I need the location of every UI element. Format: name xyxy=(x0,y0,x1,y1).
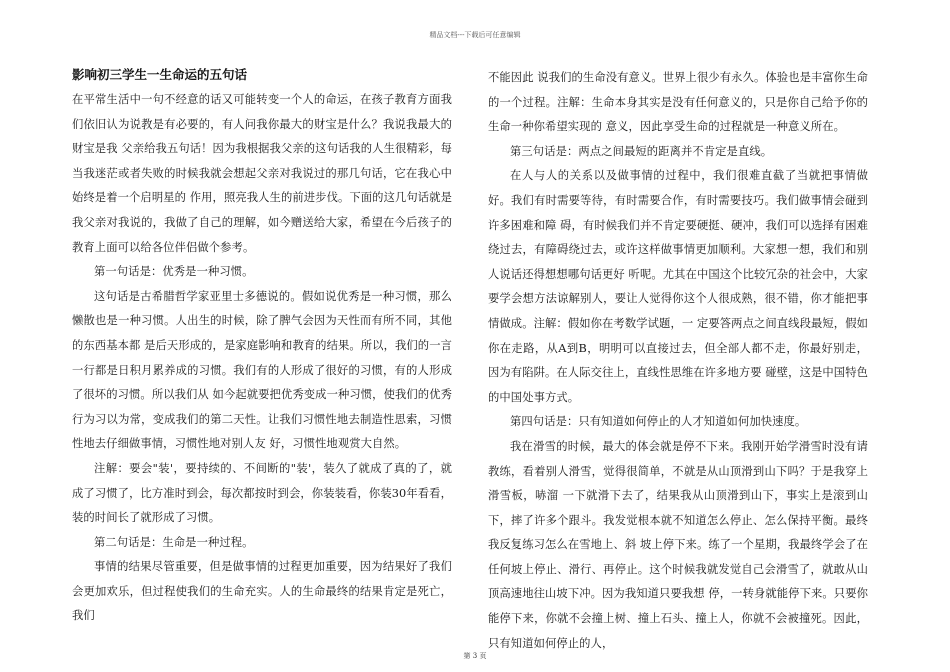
left-column xyxy=(72,66,452,629)
intro-paragraph: 在平常生活中一句不经意的话又可能转变一个人的命运，在孩子教育方面我们依旧认为说教是有必要的，有人问我你最大的财宝是什么？我说我最大的财宝是我 父亲给我五句话！因为我根据我父亲的这句话我的人生很精彩，每当我迷茫或者失败的时候我就会想起父亲对我说过的那几句话，它在我心中始终是着一个启明星的 作用，照亮我人生的前进步伐。下面的这几句话就是我父亲对我说的，我做了自己的理解，如今赠送给大家，希望在今后孩子的教育上面可以给各位伴侣做个参考。 xyxy=(72,93,452,254)
fourth-saying-paragraph: 我在滑雪的时候，最大的体会就是停不下来。我刚开始学滑雪时没有请教练，看着别人滑雪，觉得很简单，不就是从山顶滑到山下吗？于是我穿上滑雪板，哧溜 一下就滑下去了，结果我从山顶滑到山下，事实上是滚到山下，摔了许多个跟斗。我发觉根本就不知道怎么停止、怎么保持平衡。最终我反复练习怎么在雪地上、斜 坡上停下来。练了一个星期，我最终学会了在任何坡上停止、滑行、再停止。这个时候我就发觉自己会滑雪了，就敢从山顶高速地往山坡下冲。因为我知道只要我想 停，一转身就能停下来。只要你能停下来，你就不会撞上树、撞上石头、撞上人，你就不会被撞死。因此，只有知道如何停止的人， xyxy=(488,439,868,650)
second-saying-paragraph: 事情的结果尽管重要，但是做事情的过程更加重要，因为结果好了我们会更加欢乐，但过程使我们的生命充实。人的生命最终的结果肯定是死亡，我们 xyxy=(72,560,452,623)
third-saying-heading: 第三句话是：两点之间最短的距离并不肯定是直线。 xyxy=(510,144,773,158)
first-saying-note: 注解：要会"装'，要持续的、不间断的"装'，装久了就成了真的了，就成了习惯了，比方准时到会，每次都按时到会，你装装看，你装30年看看，装的时间长了就形成了习惯。 xyxy=(72,461,452,525)
page-number: 第 3 页 xyxy=(463,652,487,660)
third-saying-paragraph: 在人与人的关系以及做事情的过程中，我们很难直截了当就把事情做好。我们有时需要等待，有时需要合作，有时需要技巧。我们做事情会碰到许多困难和障 碍，有时候我们并不肯定要硬挺、硬冲，我们可以选择有困难绕过去，有障碍绕过去，或许这样做事情更加顺利。大家想一想，我们和别人说话还得想想哪句话更好 听呢。尤其在中国这个比较冗杂的社会中，大家要学会想方法谅解别人，要让人觉得你这个人很成熟，很不错，你才能把事情做成。注解：假如你在考数学试题，一 定要答两点之间直线段最短，假如你在走路，从A到B，明明可以直接过去，但全部人都不走，你最好别走，因为有陷阱。在人际交往上，直线性思维在许多地方要 碰壁，这是中国特色的中国处事方式。 xyxy=(488,169,868,404)
right-column xyxy=(488,66,868,656)
second-saying-continued: 不能因此 说我们的生命没有意义。世界上很少有永久。体验也是丰富你生命的一个过程。注解：生命本身其实是没有任何意义的，只是你自己给予你的生命一种你希望实现的 意义，因此享受生命的过程就是一种意义所在。 xyxy=(488,71,868,134)
first-saying-heading: 第一句话是：优秀是一种习惯。 xyxy=(94,265,254,279)
fourth-saying-heading: 第四句话是：只有知道如何停止的人才知道如何加快速度。 xyxy=(510,415,807,429)
page-header: 精品文档---下载后可任意编辑 xyxy=(429,31,521,39)
first-saying-paragraph: 这句话是古希腊哲学家亚里士多德说的。假如说优秀是一种习惯，那么懒散也是一种习惯。人出生的时候，除了脾气会因为天性而有所不同，其他的东西基本都 是后天形成的，是家庭影响和教育的结果。所以，我们的一言一行都是日积月累养成的习惯。我们有的人形成了很好的习惯，有的人形成了很坏的习惯。所以我们从 如今起就要把优秀变成一种习惯，使我们的优秀行为习以为常，变成我们的第二天性。让我们习惯性地去制造性思索，习惯性地去仔细做事情，习惯性地对别人友 好，习惯性地观赏大自然。 xyxy=(72,289,452,451)
article-title: 影响初三学生一生命运的五句话 xyxy=(72,67,248,82)
second-saying-heading: 第二句话是：生命是一种过程。 xyxy=(94,535,254,549)
